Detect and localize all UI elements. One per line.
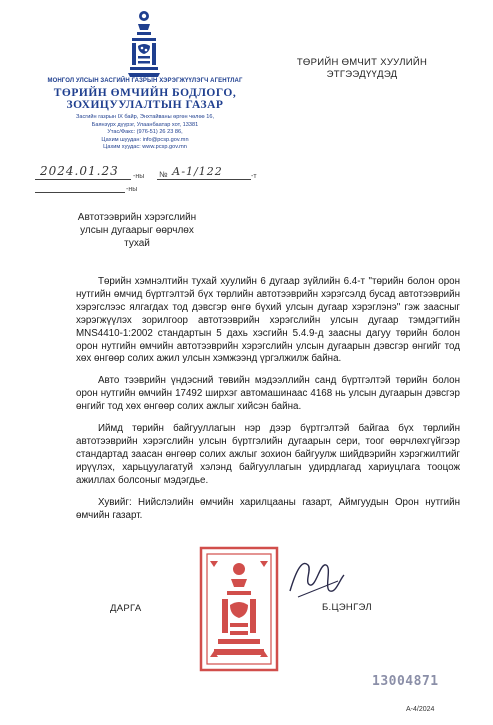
body-paragraph-2: Авто тээврийн үндэсний төвийн мэдээллийн санд бүртгэлтэй төрийн болон орон нутгийн өмчийн 17492 ширхэг автомашинаас 4168 нь улсын дугаарын дэвсгэр өнгийг тод хөх өнгөөр солих ажлыг хийсэн байна. <box>76 375 460 413</box>
agency-name-line2: ЗОХИЦУУЛАЛТЫН ГАЗАР <box>66 99 224 111</box>
letter-body <box>76 276 460 531</box>
contact-phone: Утас/Факс: (976-51) 26 23 86, <box>107 129 183 135</box>
agency-parent-line: МОНГОЛ УЛСЫН ЗАСГИЙН ГАЗРЫН ХЭРЭГЖҮҮЛЭГЧ АГЕНТЛАГ <box>47 78 243 84</box>
date-line <box>35 179 131 180</box>
agency-contact <box>42 114 248 152</box>
signature-icon <box>286 551 346 603</box>
number-suffix: -т <box>251 173 257 180</box>
number-line <box>157 179 251 180</box>
document-serial-number: 13004871 <box>372 674 439 689</box>
handwritten-date: 2024.01.23 <box>40 164 119 178</box>
state-emblem-icon <box>124 6 164 78</box>
contact-email: Цахим шуудан: info@pcsp.gov.mn <box>101 136 189 143</box>
agency-name-line1: ТӨРИЙН ӨМЧИЙН БОДЛОГО, <box>53 87 237 99</box>
subject-line3: тухай <box>124 238 150 249</box>
ref-date-suffix: -ны <box>126 186 138 193</box>
letter-subject <box>52 211 222 250</box>
contact-district: Баянзүрх дүүрэг, Улаанбаатар хот, 13381 <box>91 121 199 128</box>
recipient-line2: ЭТГЭЭДҮҮДЭД <box>326 69 398 80</box>
subject-line1: Автотээврийн хэрэгслийн <box>77 212 197 223</box>
recipient-line1: ТӨРИЙН ӨМЧИТ ХУУЛИЙН <box>296 57 428 68</box>
subject-line2: улсын дугаарыг өөрчлөх <box>80 225 194 236</box>
recipient-block <box>262 57 462 81</box>
contact-address: Засгийн газрын IX байр, Энхтайваны өргөн чөлөө 16, <box>75 114 214 120</box>
copy-to-paragraph: Хувийг: Нийслэлийн өмчийн харилцааны газарт, Аймгуудын Орон нутгийн өмчийн газарт. <box>76 496 460 521</box>
official-stamp-icon <box>198 545 280 673</box>
contact-website: Цахим хуудас: www.pcsp.gov.mn <box>103 144 187 150</box>
number-prefix: № <box>159 170 168 179</box>
body-paragraph-3: Иймд төрийн байгууллагын нэр дээр бүртгэлтэй байгаа бүх төрлийн автотээврийн хэрэгслийн улсын бүртгэлийн дугаарын сери, тоог өөрчлөхгүйгээр стандартад заасан өнгөөр солих ажлыг зохион байгуулж шийдвэрийн хэрэгжилтийг ирүүлэх, харьцуулагатуй хэлэнд байгууллагын удирдлагад хариуцлага тооцож ажиллах болсоныг мэдэгдье. <box>76 423 460 486</box>
agency-name <box>42 87 248 111</box>
form-code: А-4/2024 <box>406 706 435 713</box>
signatory-name: Б.ЦЭНГЭЛ <box>322 602 372 613</box>
body-paragraph-1: Төрийн хэмнэлтийн тухай хуулийн 6 дугаар зүйлийн 6.4-т "төрийн болон орон нутгийн өмчид бүртгэлтэй бүх төрлийн автотээврийн хэрэгсэлд бусад автотээврийн хэрэгслээс ялгагдах тод дэвсгэр өнгө бүхий улсын дугаар хэрэглэнэ" гэж заасныг хэрэгжүүлэх зорилгоор автотээврийн хэрэгслийн улсын дугаар тэмдэгтийн MNS4410-1:2002 стандартын 5 дахь хэсгийн 5.4.9-д заасны дагуу төрийн болон орон нутгийн өмчийн автотээврийн хэрэгслийн улсын дугаарын дэвсгэр өнгийг тод хөх өнгөөр солих ажил улсын хэмжээнд үргэлжилж байна. <box>76 276 460 365</box>
signatory-role: ДАРГА <box>110 603 142 614</box>
letter-date-number <box>30 164 260 200</box>
date-suffix: -ны <box>133 173 145 180</box>
ref-date-line <box>35 192 125 193</box>
handwritten-number: А-1/122 <box>172 165 223 178</box>
